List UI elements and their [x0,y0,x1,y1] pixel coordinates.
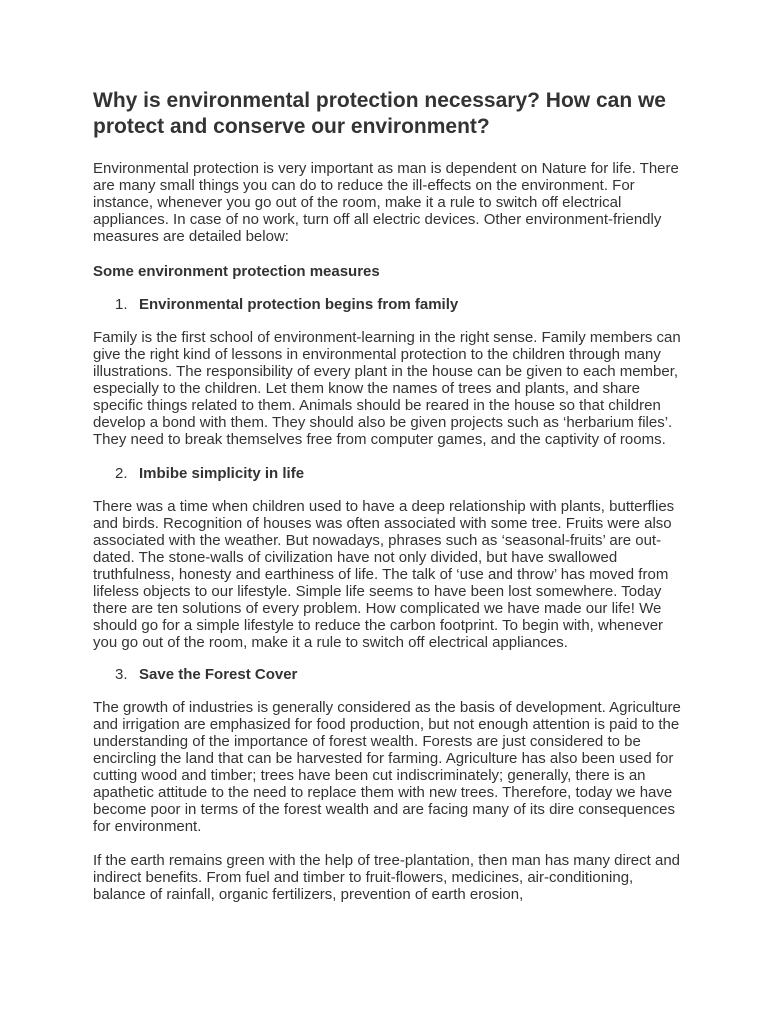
section-title: Imbibe simplicity in life [139,465,305,482]
intro-paragraph: Environmental protection is very important as man is dependent on Nature for life. There are many small things you can do to reduce the ill-effects on the environment. For instance, whenever you go out of the room, make it a rule to switch off electrical appliances. In case of no work, turn off all electric devices. Other environment-friendly measures are detailed below: [93,160,679,245]
section-3-paragraph-2: If the earth remains green with the help of tree-plantation, then man has many direct and indirect benefits. From fuel and timber to fruit-flowers, medicines, air-conditioning, balance of rainfall, organic fertilizers, prevention of earth erosion, [93,852,681,903]
section-3-heading [93,666,683,683]
section-3-paragraph-1: The growth of industries is generally considered as the basis of development. Agriculture and irrigation are emphasized for food production, but not enough attention is paid to the understanding of the importance of forest wealth. Forests are just considered to be encircling the land that can be harvested for farming. Agriculture has also been used for cutting wood and timber; trees have been cut indiscriminately; generally, there is an apathetic attitude to the need to replace them with new trees. Therefore, today we have become poor in terms of the forest wealth and are facing many of its dire consequences for environment. [93,699,681,835]
section-1-paragraph: Family is the first school of environment-learning in the right sense. Family members can give the right kind of lessons in environmental protection to the children through many illustrations. The responsibility of every plant in the house can be given to each member, especially to the children. Let them know the names of trees and plants, and share specific things related to them. Animals should be reared in the house so that children develop a bond with them. They should also be given projects such as ‘herbarium files’. They need to break themselves free from computer games, and the captivity of rooms. [93,329,681,448]
section-number: 1. [115,296,128,313]
section-2-heading [93,465,683,482]
measures-heading: Some environment protection measures [93,263,380,280]
section-number: 2. [115,465,128,482]
section-title: Save the Forest Cover [139,666,298,683]
document-page [93,88,683,903]
section-number: 3. [115,666,128,683]
section-1-heading [93,296,683,313]
section-2-paragraph: There was a time when children used to have a deep relationship with plants, butterflies and birds. Recognition of houses was often associated with some tree. Fruits were also associated with the weather. But nowadays, phrases such as ‘seasonal-fruits’ are out-dated. The stone-walls of civilization have not only divided, but have swallowed truthfulness, honesty and earthiness of life. The talk of ‘use and throw’ has moved from lifeless objects to our lifestyle. Simple life seems to have been lost somewhere. Today there are ten solutions of every problem. How complicated we have made our life! We should go for a simple lifestyle to reduce the carbon footprint. To begin with, whenever you go out of the room, make it a rule to switch off electrical appliances. [93,498,675,651]
section-title: Environmental protection begins from family [139,296,459,313]
page-title: Why is environmental protection necessary? How can we protect and conserve our environment? [93,89,666,138]
